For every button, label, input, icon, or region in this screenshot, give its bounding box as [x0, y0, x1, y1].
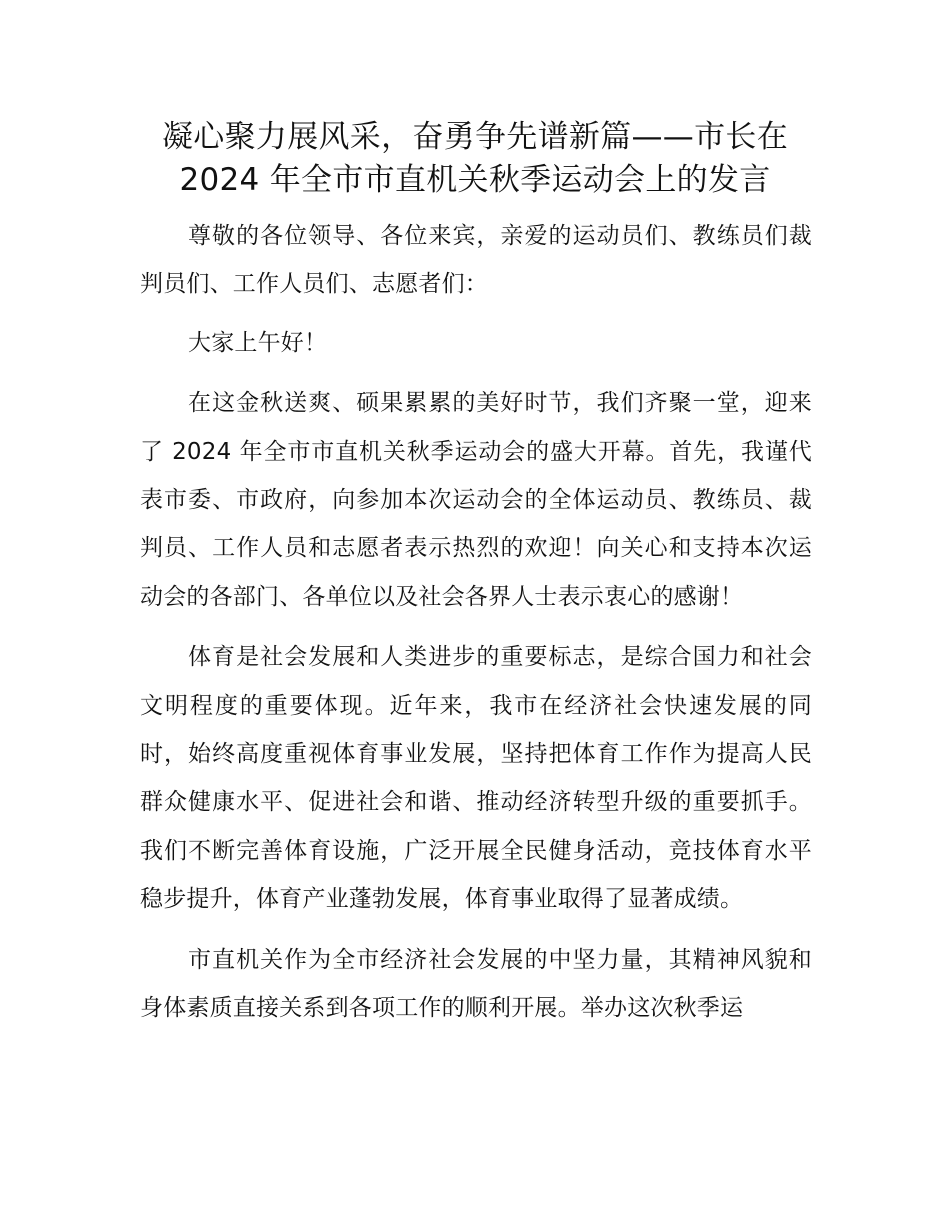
document-body	[140, 212, 812, 1045]
title-line-1: 凝心聚力展风采，奋勇争先谱新篇——市长在	[162, 119, 788, 155]
municipal-organs-paragraph: 市直机关作为全市经济社会发展的中坚力量，其精神风貌和身体素质直接关系到各项工作的顺利开展。举办这次秋季运	[140, 946, 812, 1022]
opening-paragraph: 在这金秋送爽、硕果累累的美好时节，我们齐聚一堂，迎来了 2024 年全市市直机关秋季运动会的盛大开幕。首先，我谨代表市委、市政府，向参加本次运动会的全体运动员、教练员、裁判员、工作人员和志愿者表示热烈的欢迎！向关心和支持本次运动会的各部门、各单位以及社会各界人士表示衷心的感谢！	[140, 390, 812, 610]
sports-significance-paragraph: 体育是社会发展和人类进步的重要标志，是综合国力和社会文明程度的重要体现。近年来，我市在经济社会快速发展的同时，始终高度重视体育事业发展，坚持把体育工作作为提高人民群众健康水平、促进社会和谐、推动经济转型升级的重要抓手。我们不断完善体育设施，广泛开展全民健身活动，竞技体育水平稳步提升，体育产业蓬勃发展，体育事业取得了显著成绩。	[140, 644, 812, 913]
greeting-paragraph: 大家上午好！	[188, 329, 328, 356]
title-line-2: 2024 年全市市直机关秋季运动会上的发言	[179, 162, 771, 198]
document-title	[100, 116, 850, 202]
salutation-paragraph: 尊敬的各位领导、各位来宾，亲爱的运动员们、教练员们裁判员们、工作人员们、志愿者们：	[140, 223, 812, 298]
